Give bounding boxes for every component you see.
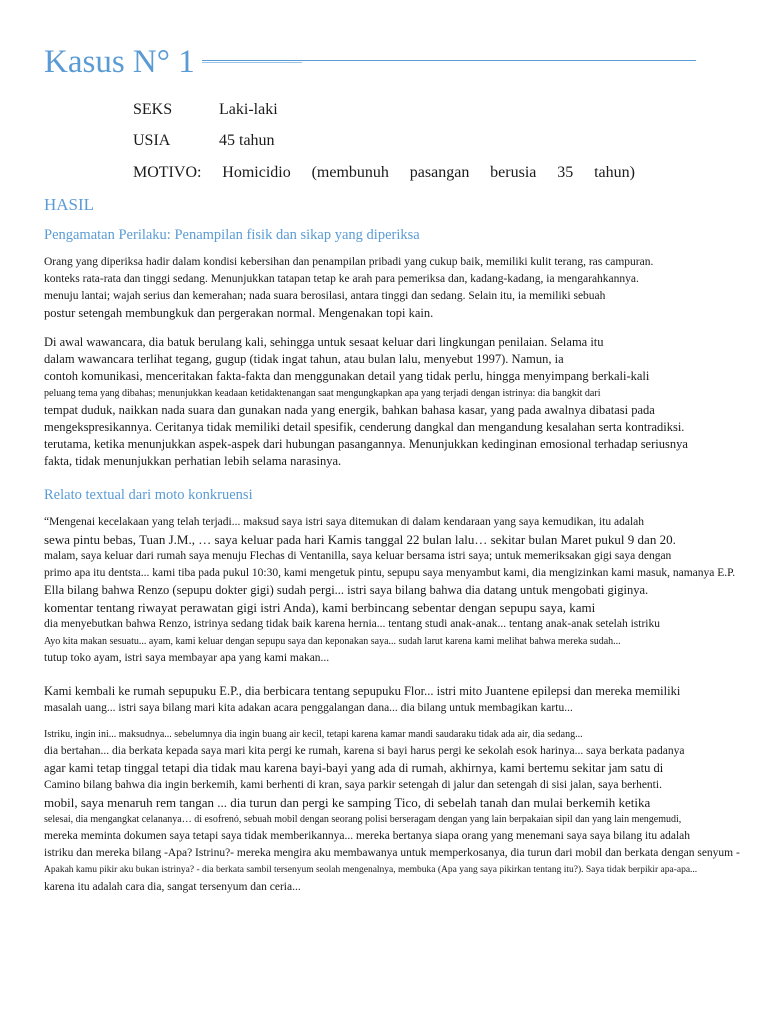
text-line: tempat duduk, naikkan nada suara dan gunakan nada yang energik, bahkan bahasa kasar, yang pada awalnya dibatasi pada: [44, 403, 655, 417]
usia-value: 45 tahun: [219, 132, 275, 149]
text-line: dia bertahan... dia berkata kepada saya mari kita pergi ke rumah, karena si bayi harus pergi ke sekolah esok harinya... saya berkata padanya: [44, 745, 685, 757]
text-line: selesai, dia mengangkat celananya… di esofrenó, sebuah mobil dengan seorang polisi berseragam dengan yang lain berpakaian sipil dan yang lain mengemudi,: [44, 814, 682, 825]
text-line: tutup toko ayam, istri saya membayar apa yang kami makan...: [44, 652, 330, 664]
text-line: mengekspresikannya. Ceritanya tidak memiliki detail spesifik, cenderung dangkal dan mengandung kesalahan serta kontradiksi.: [44, 420, 685, 434]
text-line: mobil, saya menaruh rem tangan ... dia turun dan pergi ke samping Tico, di sebelah tanah dan mulai berkemih ketika: [44, 795, 651, 810]
text-line: agar kami tetap tinggal tetapi dia tidak mau karena bayi-bayi yang ada di rumah, akhirnya, kami bertemu sekitar jam satu di: [44, 761, 664, 775]
text-line: terutama, ketika menunjukkan aspek-aspek dari hubungan pasangannya. Menunjukkan kedinginan emosional terhadap seriusnya: [44, 437, 688, 451]
text-line: mereka meminta dokumen saya tetapi saya tidak memberikannya... mereka bertanya siapa orang yang menemani saya saya bilang itu adalah: [44, 830, 690, 842]
motivo-word: MOTIVO:: [133, 164, 202, 181]
motivo-word: 35: [557, 164, 574, 181]
info-usia-row: [133, 131, 275, 151]
hasil-heading: HASIL: [44, 195, 95, 214]
text-line: sewa pintu bebas, Tuan J.M., … saya keluar pada hari Kamis tanggal 22 bulan lalu… sekitar bulan Maret pukul 9 dan 20.: [44, 532, 676, 547]
text-line: komentar tentang riwayat perawatan gigi istri Anda), kami berbincang sebentar dengan sepupu saya, kami: [44, 600, 596, 615]
text-line: Ayo kita makan sesuatu... ayam, kami keluar dengan sepupu saya dan keponakan saya... sudah larut karena kami melihat bahwa mereka sudah...: [44, 636, 621, 647]
text-line: Camino bilang bahwa dia ingin berkemih, kami berhenti di kran, saya parkir setengah di jalur dan setengah di sisi jalan, saya berhenti.: [44, 779, 662, 791]
text-line: “Mengenai kecelakaan yang telah terjadi... maksud saya istri saya ditemukan di dalam kendaraan yang saya kemudikan, itu adalah: [44, 516, 645, 528]
text-line: masalah uang... istri saya bilang mari kita adakan acara penggalangan dana... dia bilang untuk membagikan kartu...: [44, 702, 573, 714]
paragraph-narrative-1: [44, 514, 768, 667]
seks-label: SEKS: [133, 101, 173, 118]
text-line: istriku dan mereka bilang -Apa? Istrinu?- mereka mengira aku membawanya untuk memperkosanya, dia turun dari mobil dan berkata dengan senyum -: [44, 847, 740, 859]
motivo-word: tahun): [594, 164, 635, 181]
text-line: menuju lantai; wajah serius dan kemerahan; nada suara berosilasi, antara tinggi dan sedang. Selain itu, ia memiliki sebuah: [44, 290, 606, 302]
text-line: contoh komunikasi, menceritakan fakta-fakta dan menggunakan detail yang tidak perlu, hingga menyimpang berkali-kali: [44, 369, 650, 383]
text-line: peluang tema yang dibahas; menunjukkan keadaan ketidaktenangan saat mengungkapkan apa yang terjadi dengan istrinya: dia bangkit dari: [44, 388, 601, 399]
text-line: fakta, tidak menunjukkan perhatian lebih selama narasinya.: [44, 454, 342, 468]
text-line: Orang yang diperiksa hadir dalam kondisi kebersihan dan penampilan pribadi yang cukup baik, memiliki kulit terang, ras campuran.: [44, 256, 654, 268]
seks-value: Laki-laki: [219, 101, 278, 118]
usia-label: USIA: [133, 132, 171, 149]
text-line: dalam wawancara terlihat tegang, gugup (tidak ingat tahun, atau bulan lalu, menyebut 1997). Namun, ia: [44, 352, 564, 366]
text-line: Ella bilang bahwa Renzo (sepupu dokter gigi) sudah pergi... istri saya bilang bahwa dia datang untuk mengobati giginya.: [44, 583, 649, 597]
text-line: malam, saya keluar dari rumah saya menuju Flechas di Ventanilla, saya keluar bersama istri saya; untuk memeriksakan gigi saya dengan: [44, 550, 672, 562]
text-line: primo apa itu dentsta... kami tiba pada pukul 10:30, kami mengetuk pintu, sepupu saya menyambut kami, dia mengizinkan kami masuk, namanya E.P.: [44, 567, 736, 579]
info-seks-row: [133, 100, 278, 120]
paragraph-observation: [44, 254, 768, 322]
paragraph-narrative-2: [44, 683, 768, 717]
section-heading-narrative: Relato textual dari moto konkruensi: [44, 487, 253, 503]
text-line: konteks rata-rata dan tinggi sedang. Menunjukkan tatapan tetap ke arah para pemeriksa dan, kadang-kadang, ia mengarahkannya.: [44, 273, 639, 285]
text-line: Apakah kamu pikir aku bukan istrinya? - dia berkata sambil tersenyum seolah mengenalnya, membuka (Apa yang saya pikirkan tentang itu?). Saya tidak berpikir apa-apa...: [44, 865, 698, 875]
text-line: Istriku, ingin ini... maksudnya... sebelumnya dia ingin buang air kecil, tetapi karena kamar mandi saudaraku tidak ada air, dia sedang...: [44, 729, 583, 740]
title-rule: [202, 60, 696, 61]
case-title: Kasus N° 1: [44, 44, 195, 80]
info-motivo-row: [133, 163, 635, 183]
motivo-word: berusia: [490, 164, 537, 181]
motivo-word: (membunuh: [311, 164, 389, 181]
text-line: Kami kembali ke rumah sepupuku E.P., dia berbicara tentang sepupuku Flor... istri mito Juantene epilepsi dan mereka memiliki: [44, 684, 681, 698]
motivo-word: Homicidio: [222, 164, 291, 181]
text-line: karena itu adalah cara dia, sangat tersenyum dan ceria...: [44, 881, 301, 893]
motivo-word: pasangan: [409, 164, 470, 181]
text-line: dia menyebutkan bahwa Renzo, istrinya sedang tidak baik karena hernia... tentang studi anak-anak... tentang anak-anak setelah istriku: [44, 618, 660, 630]
text-line: postur setengah membungkuk dan pergerakan normal. Mengenakan topi kain.: [44, 306, 434, 320]
section-heading-observation: Pengamatan Perilaku: Penampilan fisik dan sikap yang diperiksa: [44, 227, 420, 243]
text-line: Di awal wawancara, dia batuk berulang kali, sehingga untuk sesaat keluar dari lingkungan penilaian. Selama itu: [44, 335, 604, 349]
paragraph-narrative-3: [44, 726, 768, 896]
paragraph-interview: [44, 334, 768, 470]
